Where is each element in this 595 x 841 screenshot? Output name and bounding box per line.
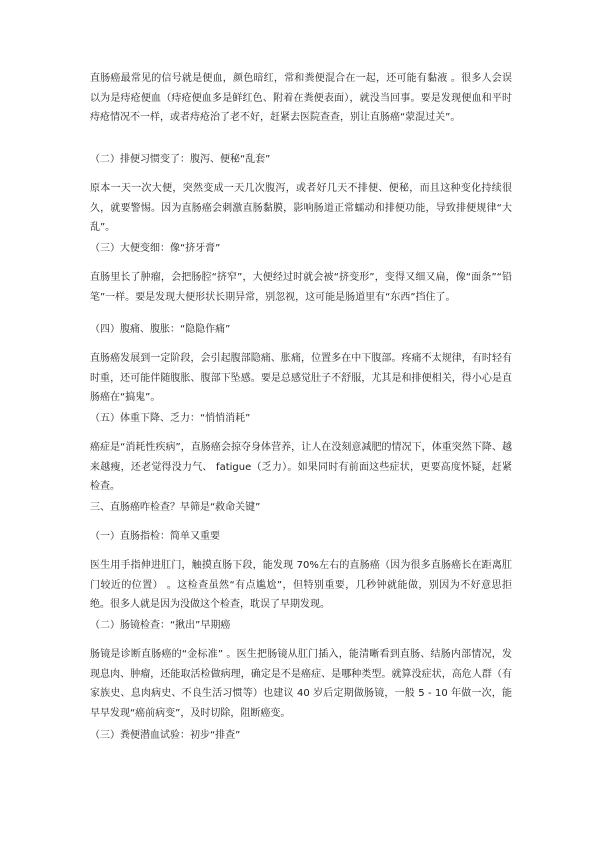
- paragraph-colonoscopy: 肠镜是诊断直肠癌的“金标准” 。医生把肠镜从肛门插入，能清晰看到直肠、结肠内部情况，发现息肉、肿瘤，还能取活检做病理，确定是不是癌症、是哪种类型。就算没症状，高危人群（有家族史、息肉病史、不良生活习惯等）也建议 40 岁后定期做肠镜，一般 5 - 10 年做一次，能早早发现“癌前病变”，及时切除，阻断癌变。: [90, 649, 512, 719]
- paragraph-weight-loss: 癌症是“消耗性疾病”，直肠癌会掠夺身体营养，让人在没刻意减肥的情况下，体重突然下降、越来越瘦，还老觉得没力气、 fatigue（乏力）。如果同时有前面这些症状，更要高度怀疑，赶紧检查。: [90, 442, 512, 492]
- heading-abdominal-pain: （四）腹痛、腹胀：“隐隐作痛”: [90, 324, 231, 335]
- paragraph-rectal-bleeding: 直肠癌最常见的信号就是便血，颜色暗红，常和粪便混合在一起，还可能有黏液 。很多人会误以为是痔疮便血（痔疮便血多是鲜红色、附着在粪便表面），就没当回事。要是发现便血和平时痔疮情况不一样，或者痔疮治了老不好，赶紧去医院查查，别让直肠癌“蒙混过关”。: [90, 73, 512, 123]
- heading-digital-rectal-exam: （一）直肠指检：简单又重要: [90, 531, 220, 542]
- heading-fecal-occult-blood-test: （三）粪便潜血试验：初步“排查”: [90, 730, 241, 741]
- heading-bowel-habit-change: （二）排便习惯变了：腹泻、便秘“乱套”: [90, 154, 271, 165]
- paragraph-bowel-habit-change: 原本一天一次大便，突然变成一天几次腹泻，或者好几天不排便、便秘，而且这种变化持续很久，就要警惕。因为直肠癌会刺激直肠黏膜，影响肠道正常蠕动和排便功能，导致排便规律“大乱”。: [90, 183, 512, 233]
- heading-section-screening: 三、直肠癌咋检查？早筛是“救命关键”: [90, 502, 261, 513]
- heading-thinner-stool: （三）大便变细：像“挤牙膏”: [90, 243, 221, 254]
- paragraph-thinner-stool: 直肠里长了肿瘤，会把肠腔“挤窄”，大便经过时就会被“挤变形”，变得又细又扁，像“面条”“铅笔”一样。要是发现大便形状长期异常，别忽视，这可能是肠道里有“东西”挡住了。: [90, 272, 512, 303]
- heading-colonoscopy: （二）肠镜检查：“揪出”早期癌: [90, 620, 231, 631]
- paragraph-abdominal-pain: 直肠癌发展到一定阶段，会引起腹部隐痛、胀痛，位置多在中下腹部。疼痛不太规律，有时轻有时重，还可能伴随腹胀、腹部下坠感。要是总感觉肚子不舒服，尤其是和排便相关，得小心是直肠癌在“搞鬼”。: [90, 353, 512, 403]
- paragraph-digital-rectal-exam: 医生用手指伸进肛门，触摸直肠下段，能发现 70%左右的直肠癌（因为很多直肠癌长在距离肛门较近的位置） 。这检查虽然“有点尴尬”，但特别重要，几秒钟就能做，别因为不好意思拒绝。很多人就是因为没做这个检查，耽误了早期发现。: [90, 560, 512, 610]
- heading-weight-loss: （五）体重下降、乏力：“悄悄消耗”: [90, 413, 251, 424]
